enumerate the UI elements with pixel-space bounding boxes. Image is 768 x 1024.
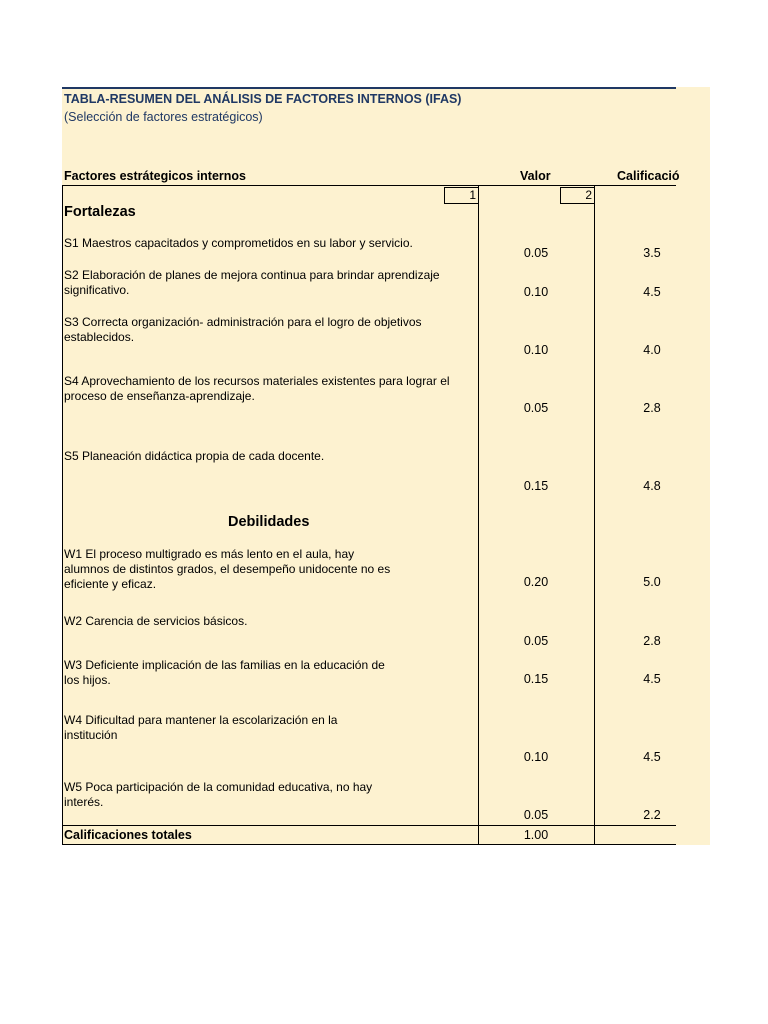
factor-s4: S4 Aprovechamiento de los recursos materiales existentes para lograr el proceso de enseñanza-aprendizaje. [64,374,450,403]
valor-column-right-border [594,185,595,845]
valor-w3: 0.15 [523,672,549,686]
calificacion-w4: 4.5 [643,750,661,764]
totals-label: Calificaciones totales [64,828,192,842]
totals-top-border [62,825,676,826]
calificacion-s1: 3.5 [643,246,661,260]
valor-column-left-border [478,185,479,845]
left-border [62,185,63,845]
column-number-1: 1 [444,187,479,204]
calificacion-s4: 2.8 [643,401,661,415]
totals-valor: 1.00 [523,828,549,842]
factor-w3: W3 Deficiente implicación de las familias en la educación de los hijos. [64,658,385,687]
valor-s1: 0.05 [523,246,549,260]
table-subtitle: (Selección de factores estratégicos) [64,110,263,124]
valor-s4: 0.05 [523,401,549,415]
valor-w5: 0.05 [523,808,549,822]
column-header-factores: Factores estrátegicos internos [64,169,247,183]
valor-s5: 0.15 [523,479,549,493]
top-border [62,87,676,89]
factor-s3: S3 Correcta organización- administración para el logro de objetivos establecidos. [64,315,422,344]
calificacion-s3: 4.0 [643,343,661,357]
factor-s1: S1 Maestros capacitados y comprometidos en su labor y servicio. [64,236,413,250]
factor-w2: W2 Carencia de servicios básicos. [64,614,248,628]
calificacion-w2: 2.8 [643,634,661,648]
factor-s5: S5 Planeación didáctica propia de cada docente. [64,449,325,463]
section-heading-debilidades: Debilidades [228,514,310,530]
column-header-valor: Valor [520,169,551,183]
calificacion-w1: 5.0 [643,575,661,589]
valor-w4: 0.10 [523,750,549,764]
valor-s3: 0.10 [523,343,549,357]
valor-w1: 0.20 [523,575,549,589]
table-title: TABLA-RESUMEN DEL ANÁLISIS DE FACTORES INTERNOS (IFAS) [64,92,462,106]
totals-bottom-border [62,844,676,845]
calificacion-s5: 4.8 [643,479,661,493]
column-header-calificacion: Calificació [617,169,680,183]
factor-w4: W4 Dificultad para mantener la escolarización en la institución [64,713,338,742]
calificacion-w3: 4.5 [643,672,661,686]
section-heading-fortalezas: Fortalezas [64,204,136,220]
valor-s2: 0.10 [523,285,549,299]
calificacion-s2: 4.5 [643,285,661,299]
calificacion-w5: 2.2 [643,808,661,822]
header-divider [62,185,676,186]
factor-w5: W5 Poca participación de la comunidad educativa, no hay interés. [64,780,373,809]
factor-w1: W1 El proceso multigrado es más lento en el aula, hay alumnos de distintos grados, el desempeño unidocente no es eficiente y eficaz. [64,547,391,591]
column-number-2: 2 [560,187,595,204]
valor-w2: 0.05 [523,634,549,648]
factor-s2: S2 Elaboración de planes de mejora continua para brindar aprendizaje significativo. [64,268,440,297]
